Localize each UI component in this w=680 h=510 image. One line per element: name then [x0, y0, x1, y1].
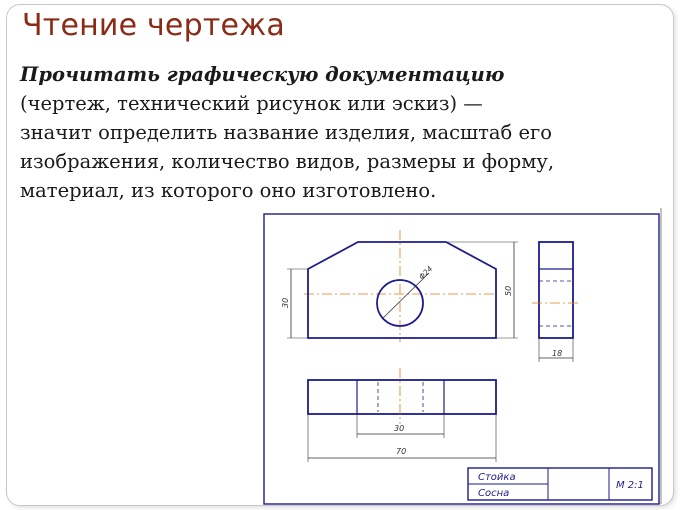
- body-line-1: (чертеж, технический рисунок или эскиз) —: [20, 92, 483, 115]
- side-view: [532, 242, 580, 362]
- side-view-outline: [539, 242, 573, 338]
- body-line-3: изображения, количество видов, размеры и форму,: [20, 150, 555, 173]
- dim-height-right: 50: [504, 285, 513, 296]
- title-part-name: Стойка: [478, 472, 516, 483]
- dim-hole-width: 30: [394, 424, 405, 433]
- top-view-outline: [308, 380, 496, 414]
- body-line-4: материал, из которого оно изготовлено.: [20, 179, 437, 202]
- lead-text: Прочитать графическую документацию: [20, 63, 505, 86]
- technical-drawing: [262, 208, 662, 506]
- front-view: [281, 230, 518, 342]
- dim-diameter: Φ24: [417, 264, 435, 282]
- dim-height-left: 30: [281, 297, 290, 308]
- title-material: Сосна: [478, 488, 510, 499]
- sheet-frame: [264, 214, 659, 504]
- body-line-2: значит определить название изделия, масштаб его: [20, 121, 552, 144]
- dim-total-width: 70: [396, 447, 407, 456]
- title-block: [468, 468, 652, 500]
- top-view: [308, 368, 496, 462]
- title-scale: М 2:1: [616, 480, 644, 491]
- dim-side-width: 18: [552, 349, 563, 358]
- front-view-outline: [308, 242, 496, 338]
- body-text: [20, 60, 660, 205]
- slide-title: Чтение чертежа: [22, 8, 285, 43]
